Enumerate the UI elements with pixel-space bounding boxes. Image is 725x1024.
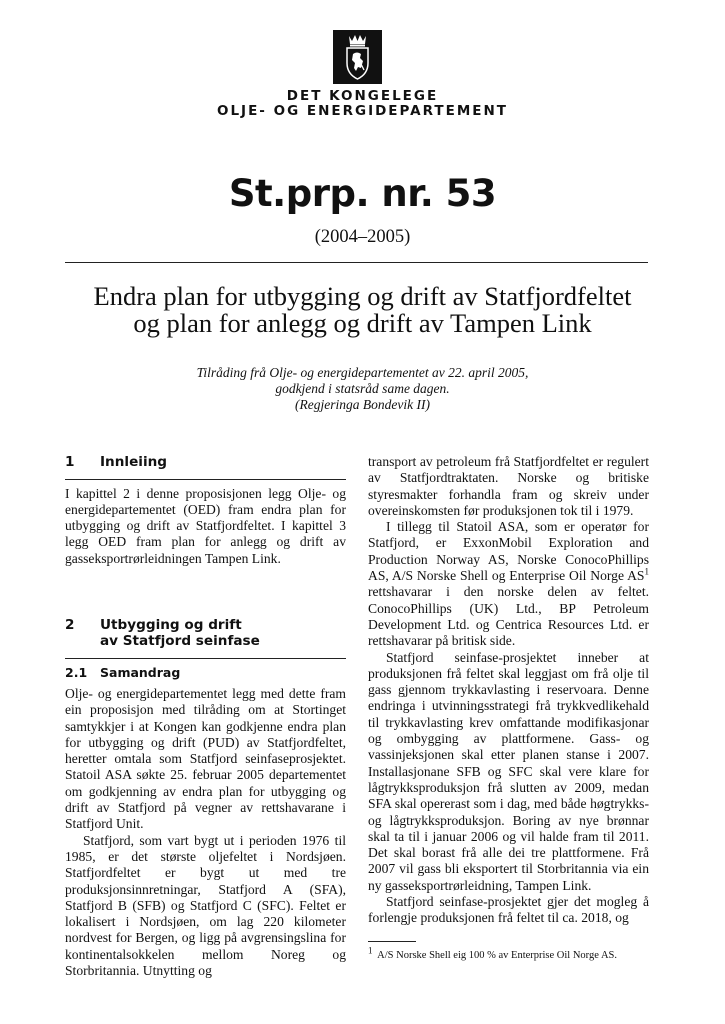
recommendation-line3: (Regjeringa Bondevik II) — [295, 397, 430, 412]
ministry-name-line1: DET KONGELEGE — [286, 88, 439, 104]
document-number: St.prp. nr. 53 — [228, 172, 497, 215]
right-column — [368, 454, 649, 962]
section-rule — [65, 479, 346, 480]
section-number: 1 — [65, 454, 75, 470]
section-title-line2: av Statfjord seinfase — [100, 633, 260, 650]
recommendation-note — [0, 365, 725, 413]
ministry-name-line2: OLJE- OG ENERGIDEPARTEMENT — [216, 103, 509, 119]
royal-crest-icon — [333, 30, 382, 84]
recommendation-line1: Tilråding frå Olje- og energidepartementet av 22. april 2005, — [196, 365, 529, 380]
footnote-reference[interactable]: 1 — [644, 566, 649, 577]
footnote-number: 1 — [368, 945, 373, 956]
paragraph: Olje- og energidepartementet legg med dette fram ein proposisjon med tilråding om at Stortinget samtykkjer i at Kongen kan godkjenne endra plan for utbygging og drift (PUD) av Statfjordfeltet, heretter omtala som Statfjord seinfaseprosjektet. Statoil ASA søkte 25. februar 2005 departementet om godkjenning av endra plan for utbygging og drift av Statfjord på vegner av rettshavarane i Statfjord Unit. — [65, 685, 346, 832]
section-number: 2 — [65, 616, 75, 633]
section-title-line1: Utbygging og drift — [100, 616, 242, 633]
section-rule — [65, 658, 346, 659]
section-title: Innleiing — [100, 454, 168, 470]
header-divider — [65, 262, 648, 263]
paragraph: Statfjord, som vart bygt ut i perioden 1976 til 1985, er det største oljefeltet i Nordsjøen. Statfjordfeltet er bygt ut med tre produksjonsinnretningar, Statfjord A (SFA), Statfjord B (SFB) og Statfjord C (SFC). Feltet er lokalisert i Nordsjøen, om lag 220 kilometer nordvest for Bergen, og ligg på avgrensingslina for kontinentalsokkelen mellom Noreg og Storbritannia. Utnytting og — [65, 832, 346, 979]
title-line1: Endra plan for utbygging og drift av Statfjordfeltet — [93, 281, 632, 311]
subsection-number: 2.1 — [65, 664, 88, 680]
paragraph: transport av petroleum frå Statfjordfeltet er regulert av Statfjordtraktaten. Norske og britiske styresmakter forhandla fram og skreiv under overeinskomsten før produksjonen tok til i 1979. — [368, 454, 649, 518]
subsection-title: Samandrag — [100, 664, 181, 680]
paragraph-text: I tillegg til Statoil ASA, som er operatør for Statfjord, er ExxonMobil Exploration and Production Norway AS, Norske ConocoPhillips AS, A/S Norske Shell og Enterprise Oil Norge AS — [368, 519, 649, 584]
section-heading — [65, 617, 346, 650]
paragraph: Statfjord seinfase-prosjektet inneber at produksjonen frå feltet skal leggjast om frå olje til gass gjennom trykkavlasting i reservoara. Denne endringa i utvinningsstrategi frå trykkvedlikehald til trykkavlasting krev omfattande modifikasjonar og ombygging av plattformene. Gass- og vassinjeksjonen skal etter planen stanse i 2007. Installasjonane SFB og SFC skal vere klare for lågtrykksproduksjon frå slutten av 2009, medan SFA skal opererast som i dag, med både høgtrykks- og lågtrykksproduksjon. Boring av nye brønnar skal ta til i januar 2006 og vil halde fram til 2011. Det skal borast frå alle dei tre plattformene. Frå 2007 vil gass bli eksportert til Storbritannia via ein ny gasseksportrørleidning, Tampen Link. — [368, 649, 649, 893]
footnote — [368, 945, 649, 962]
document-title — [40, 283, 685, 337]
paragraph — [368, 519, 649, 649]
footnote-rule — [368, 941, 416, 942]
session-year: (2004–2005) — [314, 227, 411, 247]
footnote-text: A/S Norske Shell eig 100 % av Enterprise Oil Norge AS. — [377, 949, 617, 961]
subsection-heading — [65, 665, 346, 681]
paragraph: I kapittel 2 i denne proposisjonen legg Olje- og energidepartementet (OED) fram endra plan for utbygging og drift av Statfjordfeltet. I kapittel 3 legg OED fram plan for anlegg og drift av gasseksportrørleidningen Tampen Link. — [65, 485, 346, 566]
title-line2: og plan for anlegg og drift av Tampen Link — [133, 308, 592, 338]
paragraph: Statfjord seinfase-prosjektet gjer det mogleg å forlengje produksjonen frå feltet til ca. 2018, og — [368, 894, 649, 926]
paragraph-text: rettshavarar i den norske delen av feltet. ConocoPhillips (UK) Ltd., BP Petroleum Development Ltd. og Centrica Resources Ltd. er rettshavarar på britisk side. — [368, 584, 649, 649]
recommendation-line2: godkjend i statsråd same dagen. — [275, 381, 450, 396]
section-heading — [65, 454, 346, 471]
left-column — [65, 454, 346, 979]
